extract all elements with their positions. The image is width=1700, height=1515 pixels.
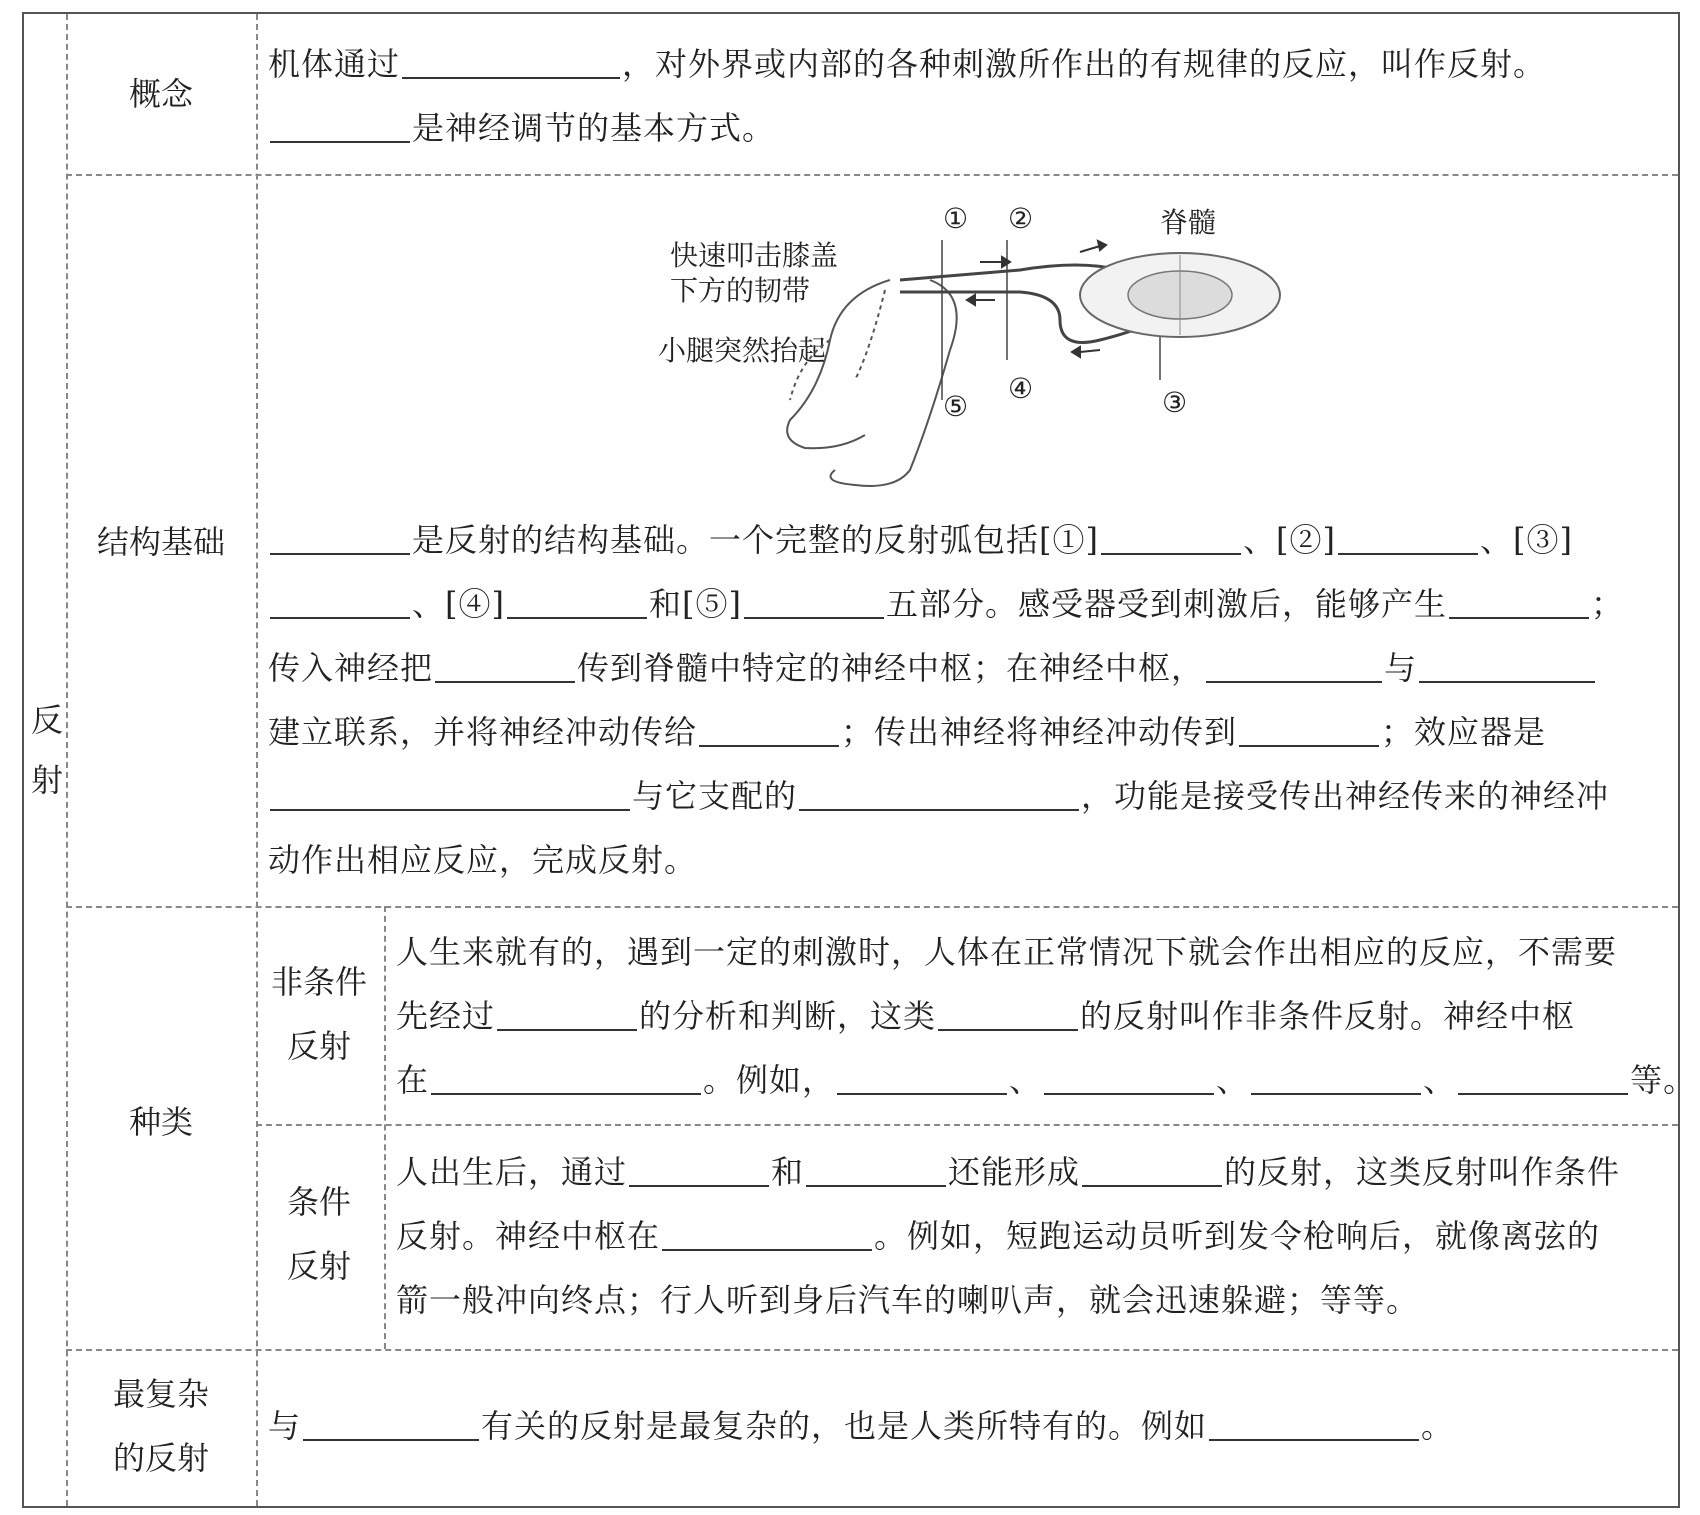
conditioned-line-3 (396, 1268, 1419, 1332)
divider-v3 (384, 906, 386, 1349)
types-label: 种类 (128, 1103, 193, 1141)
complex-label-2: 的反射 (112, 1439, 209, 1477)
fig-n4: ④ (1008, 372, 1034, 405)
concept-label: 概念 (128, 75, 193, 113)
blank[interactable] (1239, 715, 1379, 747)
unconditioned-text: 人生来就有的，遇到一定的刺激时，人体在正常情况下就会作出相应的反应，不需要 (396, 933, 1618, 971)
blank[interactable] (1044, 1063, 1214, 1095)
blank[interactable] (507, 587, 647, 619)
conditioned-text: 反射。神经中枢在 (396, 1217, 661, 1255)
row-header-reflex (26, 690, 68, 810)
fig-caption-3: 小腿突然抬起 (658, 334, 827, 367)
divider-h1 (66, 174, 1678, 176)
unconditioned-label-2: 反射 (286, 1027, 351, 1065)
blank[interactable] (662, 1219, 872, 1251)
structure-text: 、[④] (412, 585, 505, 623)
conditioned-line-2 (396, 1204, 1600, 1268)
unconditioned-text: 的反射叫作非条件反射。神经中枢 (1080, 997, 1576, 1035)
blank[interactable] (435, 651, 575, 683)
concept-text: 机体通过 (268, 45, 401, 83)
structure-line-5 (268, 764, 1609, 828)
fig-caption-1: 快速叩击膝盖 (670, 239, 839, 272)
unconditioned-line-1 (396, 920, 1617, 984)
fig-n3: ③ (1162, 386, 1188, 419)
complex-text: 有关的反射是最复杂的，也是人类所特有的。例如 (481, 1407, 1208, 1445)
concept-line-2 (268, 96, 775, 160)
conditioned-label-1: 条件 (286, 1183, 351, 1221)
blank[interactable] (270, 779, 630, 811)
reflex-arc-figure (640, 200, 1300, 500)
blank[interactable] (270, 523, 410, 555)
complex-line-1 (268, 1394, 1454, 1458)
unconditioned-text: 、 (1009, 1061, 1043, 1099)
blank[interactable] (1419, 651, 1595, 683)
unconditioned-text: 等。 (1630, 1061, 1697, 1099)
conditioned-text: 人出生后，通过 (396, 1153, 628, 1191)
structure-text: 传到脊髓中特定的神经中枢；在神经中枢， (577, 649, 1205, 687)
blank[interactable] (1101, 523, 1241, 555)
blank[interactable] (1458, 1063, 1628, 1095)
blank[interactable] (629, 1155, 769, 1187)
structure-text: 、[③] (1479, 521, 1573, 559)
unconditioned-text: 。例如， (703, 1061, 836, 1099)
concept-line-1 (268, 32, 1546, 96)
fig-caption-2: 下方的韧带 (670, 274, 811, 307)
conditioned-text: 还能形成 (948, 1153, 1081, 1191)
structure-text: ； (1590, 585, 1624, 623)
unconditioned-label-1: 非条件 (270, 963, 367, 1001)
row-header-text: 反射 (30, 701, 63, 799)
complex-text: 。 (1421, 1407, 1455, 1445)
blank[interactable] (402, 47, 620, 79)
blank[interactable] (303, 1409, 479, 1441)
unconditioned-line-3 (396, 1048, 1696, 1112)
blank[interactable] (938, 999, 1078, 1031)
structure-text: 和[⑤] (648, 585, 742, 623)
structure-text: 、[②] (1242, 521, 1336, 559)
unconditioned-text: 、 (1423, 1061, 1457, 1099)
conditioned-text: 箭一般冲向终点；行人听到身后汽车的喇叭声，就会迅速躲避；等等。 (396, 1281, 1420, 1319)
unconditioned-text: 的分析和判断，这类 (639, 997, 937, 1035)
unconditioned-text: 先经过 (396, 997, 496, 1035)
fig-n2: ② (1008, 202, 1034, 235)
conditioned-line-1 (396, 1140, 1620, 1204)
blank[interactable] (799, 779, 1079, 811)
blank[interactable] (1206, 651, 1382, 683)
divider-h4 (66, 1349, 1678, 1351)
blank[interactable] (497, 999, 637, 1031)
fig-n5: ⑤ (943, 390, 969, 423)
structure-text: 传入神经把 (268, 649, 434, 687)
blank[interactable] (1449, 587, 1589, 619)
structure-line-4 (268, 700, 1546, 764)
conditioned-label-2: 反射 (286, 1247, 351, 1285)
concept-text: ，对外界或内部的各种刺激所作出的有规律的反应，叫作反射。 (622, 45, 1547, 83)
blank[interactable] (270, 587, 410, 619)
structure-text: 动作出相应反应，完成反射。 (268, 841, 698, 879)
unconditioned-label (256, 950, 382, 1078)
conditioned-label (256, 1170, 382, 1298)
structure-text: ；传出神经将神经冲动传到 (841, 713, 1238, 751)
spinal-cord-section (1080, 253, 1280, 337)
blank[interactable] (1338, 523, 1478, 555)
structure-line-2 (268, 572, 1624, 636)
concept-text: 是神经调节的基本方式。 (412, 109, 776, 147)
structure-line-3 (268, 636, 1597, 700)
blank[interactable] (699, 715, 839, 747)
unconditioned-text: 在 (396, 1061, 430, 1099)
complex-label (66, 1362, 256, 1490)
leg-drawing (787, 280, 957, 486)
blank[interactable] (431, 1063, 701, 1095)
divider-h3 (256, 1124, 1678, 1126)
structure-text: ；效应器是 (1381, 713, 1547, 751)
complex-text: 与 (268, 1407, 302, 1445)
blank[interactable] (1209, 1409, 1419, 1441)
unconditioned-line-2 (396, 984, 1575, 1048)
blank[interactable] (270, 111, 410, 143)
structure-label: 结构基础 (96, 523, 225, 561)
structure-line-6 (268, 828, 697, 892)
fig-spinal-cord: 脊髓 (1160, 206, 1217, 239)
structure-text: ，功能是接受传出神经传来的神经冲 (1081, 777, 1610, 815)
conditioned-text: 的反射，这类反射叫作条件 (1224, 1153, 1621, 1191)
blank[interactable] (806, 1155, 946, 1187)
blank[interactable] (1251, 1063, 1421, 1095)
structure-text: 五部分。感受器受到刺激后，能够产生 (885, 585, 1447, 623)
fig-n1: ① (943, 202, 969, 235)
blank[interactable] (837, 1063, 1007, 1095)
blank[interactable] (1082, 1155, 1222, 1187)
complex-label-1: 最复杂 (112, 1375, 209, 1413)
structure-text: 与 (1384, 649, 1418, 687)
divider-h2 (66, 906, 1678, 908)
conditioned-text: 和 (771, 1153, 805, 1191)
blank[interactable] (744, 587, 884, 619)
conditioned-text: 。例如，短跑运动员听到发令枪响后，就像离弦的 (874, 1217, 1601, 1255)
unconditioned-text: 、 (1216, 1061, 1250, 1099)
structure-text: 建立联系，并将神经冲动传给 (268, 713, 698, 751)
structure-text: 是反射的结构基础。一个完整的反射弧包括[①] (412, 521, 1099, 559)
structure-line-1 (268, 508, 1573, 572)
structure-text: 与它支配的 (632, 777, 798, 815)
